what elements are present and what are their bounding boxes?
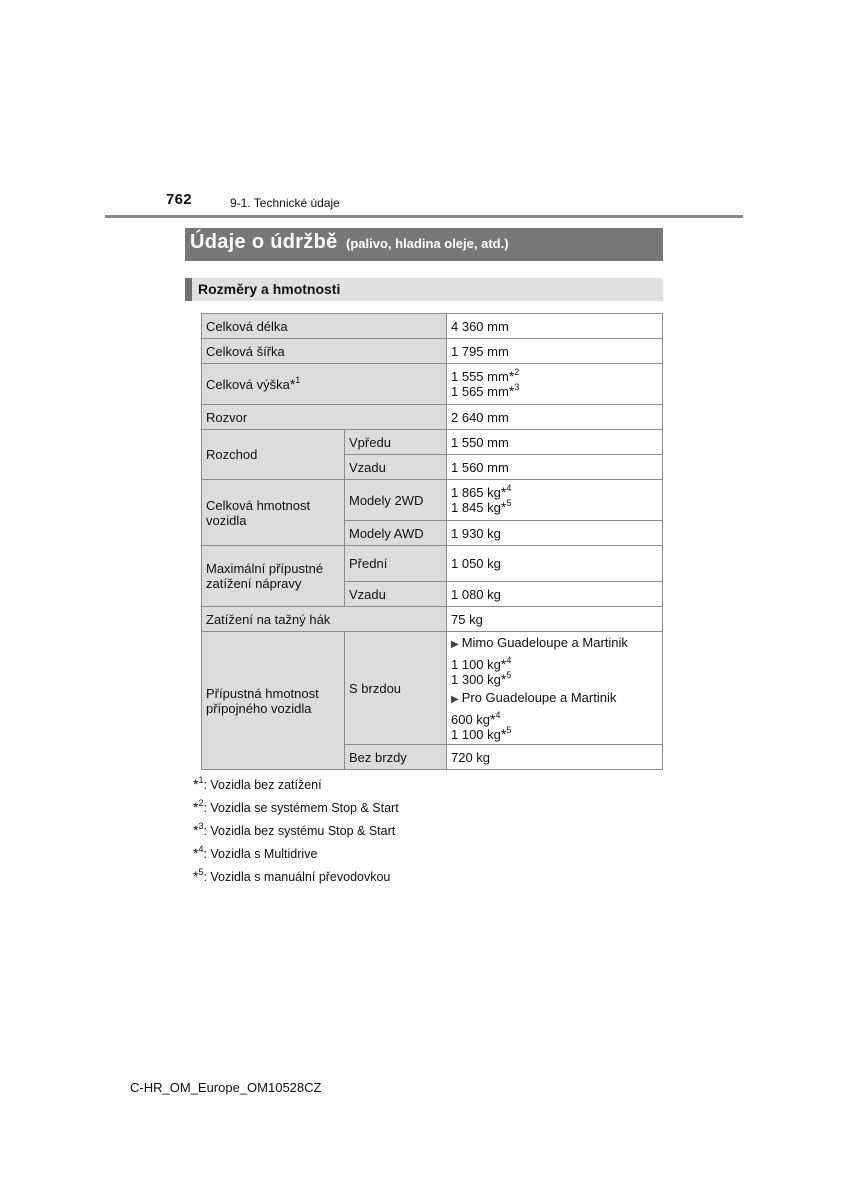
row-value: 1 795 mm: [447, 339, 663, 364]
footnote-marker: *: [193, 868, 199, 884]
footnote: [193, 866, 399, 889]
row-value: 2 640 mm: [447, 405, 663, 430]
footnotes: [193, 774, 399, 889]
footnote-text: : Vozidla bez systému Stop & Start: [203, 824, 396, 838]
sub-label: Přední: [345, 546, 447, 582]
row-value: 1 560 mm: [447, 455, 663, 480]
value-line: [451, 369, 658, 384]
row-value: 4 360 mm: [447, 314, 663, 339]
row-value: 1 080 kg: [447, 582, 663, 607]
row-value: 75 kg: [447, 607, 663, 632]
label-text: Celková výška: [206, 376, 290, 392]
table-row: [202, 430, 663, 455]
triangle-bullet-icon: ▶: [451, 693, 459, 705]
row-value: 720 kg: [447, 745, 663, 770]
table-row: [202, 314, 663, 339]
section-heading: Rozměry a hmotnosti: [185, 278, 663, 301]
footnote-marker: *: [500, 655, 507, 672]
footnote-marker: *: [193, 799, 199, 815]
footnote-text: : Vozidla s Multidrive: [203, 847, 318, 861]
value-text: 1 845 kg: [451, 500, 501, 515]
footnote: [193, 797, 399, 820]
value-text: 600 kg: [451, 711, 491, 727]
footnote-number: 4: [198, 844, 204, 854]
value-line: [451, 500, 658, 515]
footnote-marker: *: [193, 845, 199, 861]
sub-label: Modely 2WD: [345, 480, 447, 521]
footnote-text: : Vozidla se systémem Stop & Start: [203, 801, 399, 815]
value-line: [451, 384, 658, 399]
table-row: [202, 405, 663, 430]
row-value: [447, 632, 663, 745]
group-title: Pro Guadeloupe a Martinik: [461, 689, 617, 705]
value-text: 1 300 kg: [451, 671, 501, 687]
value-text: 1 865 kg: [451, 485, 501, 500]
footnote-number: 4: [506, 483, 512, 493]
footnote-number: 1: [295, 374, 301, 385]
value-line: [451, 724, 658, 742]
value-text: 1 555 mm: [451, 369, 509, 384]
sub-label: Modely AWD: [345, 521, 447, 546]
row-label: Maximální přípustné zatížení nápravy: [202, 546, 345, 607]
footnote-number: 5: [506, 724, 512, 735]
footnote-number: 4: [495, 709, 501, 720]
row-value: [447, 364, 663, 405]
value-line: [451, 485, 658, 500]
row-label: Rozchod: [202, 430, 345, 480]
footnote-marker: *: [500, 725, 507, 742]
sub-label: Vzadu: [345, 582, 447, 607]
row-label: [202, 364, 447, 405]
value-text: 1 565 mm: [451, 384, 509, 399]
row-value: 1 930 kg: [447, 521, 663, 546]
group-heading: [451, 635, 658, 652]
footnote-text: : Vozidla bez zatížení: [203, 778, 322, 792]
footnote-marker: *: [508, 383, 515, 399]
sub-label: Bez brzdy: [345, 745, 447, 770]
document-code: C-HR_OM_Europe_OM10528CZ: [130, 1080, 322, 1095]
page-number: 762: [166, 191, 192, 208]
row-value: [447, 480, 663, 521]
footnote-number: 5: [506, 669, 512, 680]
table-row: [202, 546, 663, 582]
sub-label: Vpředu: [345, 430, 447, 455]
row-label: Celková délka: [202, 314, 447, 339]
value-line: [451, 709, 658, 727]
page-subtitle: (palivo, hladina oleje, atd.): [346, 236, 509, 251]
value-line: [451, 654, 658, 672]
footnote-marker: *: [289, 375, 296, 392]
footnote-number: 1: [198, 775, 204, 785]
footnote-marker: *: [508, 368, 515, 384]
table-row: [202, 607, 663, 632]
footnote-number: 3: [198, 821, 204, 831]
footnote-marker: *: [500, 484, 507, 500]
footnote-marker: *: [193, 776, 199, 792]
page-title-bar: [185, 228, 663, 261]
footnote-marker: *: [490, 710, 496, 727]
specifications-table: [201, 313, 663, 770]
row-label: Rozvor: [202, 405, 447, 430]
footnote-marker: *: [193, 822, 199, 838]
value-text: 1 100 kg: [451, 656, 501, 672]
row-label: Přípustná hmotnost přípojného vozidla: [202, 632, 345, 770]
table-row: [202, 480, 663, 521]
group-heading: [451, 690, 658, 707]
sub-label: Vzadu: [345, 455, 447, 480]
section-reference: 9-1. Technické údaje: [230, 196, 340, 210]
footnote-number: 2: [514, 367, 520, 377]
table-row: [202, 339, 663, 364]
table-row: [202, 632, 663, 745]
group-title: Mimo Guadeloupe a Martinik: [461, 634, 628, 650]
footnote: [193, 820, 399, 843]
row-label: Zatížení na tažný hák: [202, 607, 447, 632]
footnote: [193, 843, 399, 866]
row-value: 1 050 kg: [447, 546, 663, 582]
value-text: 1 100 kg: [451, 726, 501, 742]
row-value: 1 550 mm: [447, 430, 663, 455]
sub-label: S brzdou: [345, 632, 447, 745]
footnote-marker: *: [500, 499, 507, 515]
value-line: [451, 669, 658, 687]
triangle-bullet-icon: ▶: [451, 638, 459, 650]
footnote-number: 4: [506, 654, 512, 665]
header-divider: [105, 215, 743, 218]
footnote-number: 5: [506, 498, 512, 508]
footnote-number: 5: [198, 867, 204, 877]
footnote-number: 2: [198, 798, 204, 808]
table-row: [202, 364, 663, 405]
page-title: Údaje o údržbě: [190, 231, 338, 253]
footnote-number: 3: [514, 382, 520, 392]
row-label: Celková hmotnost vozidla: [202, 480, 345, 546]
row-label: Celková šířka: [202, 339, 447, 364]
footnote-marker: *: [500, 670, 507, 687]
footnote-text: : Vozidla s manuální převodovkou: [203, 870, 391, 884]
footnote: [193, 774, 399, 797]
